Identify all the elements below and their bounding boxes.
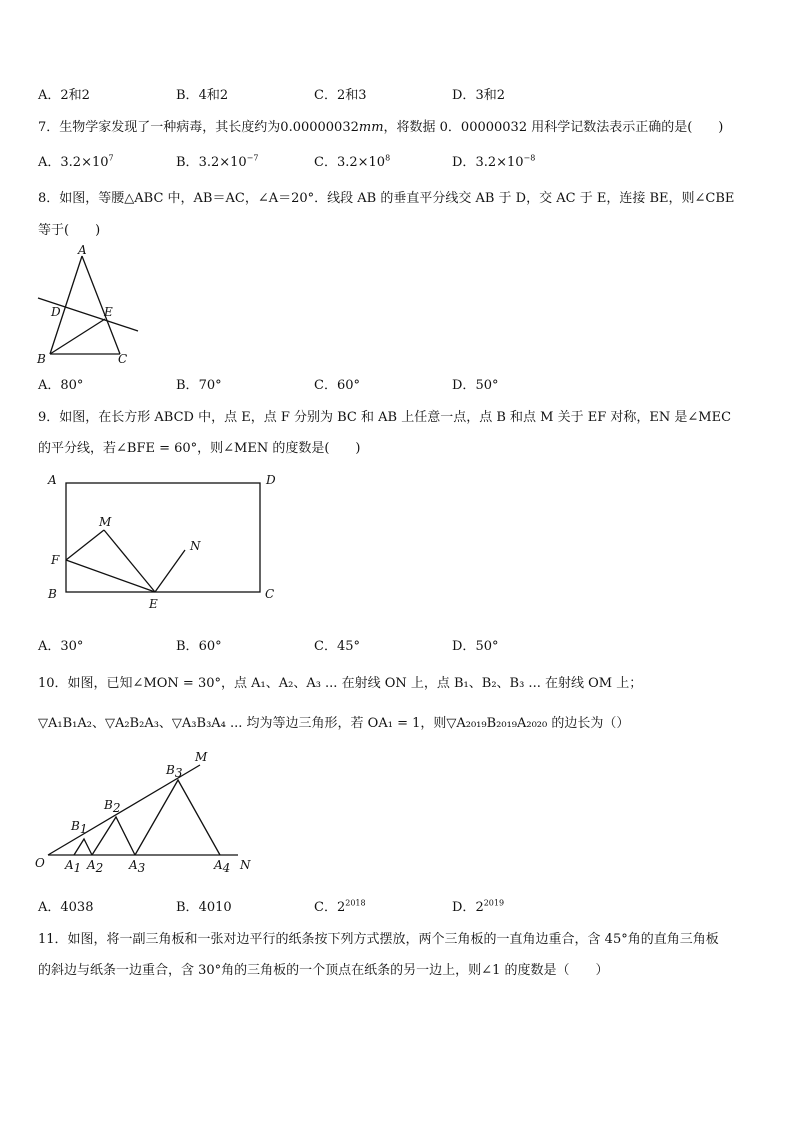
q9-label-b: B bbox=[48, 587, 57, 601]
q8-segment-be bbox=[50, 319, 105, 354]
q8-figure bbox=[30, 240, 160, 370]
q9-option-b: B．60° bbox=[176, 639, 222, 654]
q10-option-b: B．4010 bbox=[176, 900, 232, 915]
q9-label-m: M bbox=[99, 515, 112, 529]
q8-option-b: B．70° bbox=[176, 378, 222, 393]
q7-stem: 7．生物学家发现了一种病毒，其长度约为0.00000032mm，将数据 0．00000032 用科学记数法表示正确的是( ) bbox=[38, 120, 724, 135]
q10-stem-line1: 10．如图，已知∠MON = 30°，点 A₁、A₂、A₃ ... 在射线 ON 上，点 B₁、B₂、B₃ ... 在射线 OM 上； bbox=[38, 676, 643, 691]
q10-triangle-2 bbox=[92, 817, 135, 855]
q8-side-ac bbox=[82, 256, 120, 354]
q10-figure bbox=[34, 745, 274, 880]
q10-label-a4: A4 bbox=[214, 858, 231, 875]
q9-option-d: D．50° bbox=[452, 639, 499, 654]
q9-label-d: D bbox=[266, 473, 276, 487]
q9-option-a: A．30° bbox=[38, 639, 84, 654]
q7-option-a: A．$3.2\times 10^7$ bbox=[38, 153, 114, 170]
q9-label-c: C bbox=[265, 587, 275, 601]
q10-label-a2: A2 bbox=[87, 858, 104, 875]
q10-triangle-1 bbox=[74, 839, 92, 855]
q9-figure bbox=[40, 468, 290, 618]
q10-label-m: M bbox=[195, 750, 208, 764]
q10-label-b1: B1 bbox=[71, 819, 88, 836]
q10-option-c: C．$2^{2018}$ bbox=[314, 898, 366, 915]
q10-triangle-3 bbox=[135, 780, 220, 855]
q7-option-b: B．$3.2\times 10^{-7}$ bbox=[176, 153, 259, 170]
q8-option-a: A．80° bbox=[38, 378, 84, 393]
q9-stem-line1: 9．如图，在长方形 ABCD 中，点 E，点 F 分别为 BC 和 AB 上任意一点，点 B 和点 M 关于 EF 对称，EN 是∠MEC bbox=[38, 410, 732, 425]
q10-label-a3: A3 bbox=[129, 858, 146, 875]
q6-option-d: D．3和2 bbox=[452, 88, 505, 103]
q9-label-n: N bbox=[190, 539, 201, 553]
q8-label-d: D bbox=[51, 305, 61, 319]
q8-option-d: D．50° bbox=[452, 378, 499, 393]
q6-option-a: A．2和2 bbox=[38, 88, 90, 103]
q8-label-e: E bbox=[104, 305, 113, 319]
q9-segment-en bbox=[155, 550, 185, 592]
q9-option-c: C．45° bbox=[314, 639, 360, 654]
q8-label-b: B bbox=[37, 352, 46, 366]
q8-option-c: C．60° bbox=[314, 378, 360, 393]
q9-label-a: A bbox=[48, 473, 57, 487]
q10-label-o: O bbox=[35, 856, 45, 870]
q10-label-b2: B2 bbox=[104, 798, 121, 815]
q9-stem-line2: 的平分线，若∠BFE = 60°，则∠MEN 的度数是( ) bbox=[38, 441, 361, 456]
q10-option-d: D．$2^{2019}$ bbox=[452, 898, 505, 915]
q7-option-c: C．$3.2\times 10^8$ bbox=[314, 153, 391, 170]
q11-stem-line2: 的斜边与纸条一边重合，含 30°角的三角板的一个顶点在纸条的另一边上，则∠1 的度数是（ ） bbox=[38, 963, 609, 978]
q10-stem-line2: ▽A₁B₁A₂、▽A₂B₂A₃、▽A₃B₃A₄ ... 均为等边三角形，若 OA₁ = 1，则▽A₂₀₁₉B₂₀₁₉A₂₀₂₀ 的边长为（） bbox=[38, 716, 630, 731]
q11-stem-line1: 11．如图，将一副三角板和一张对边平行的纸条按下列方式摆放，两个三角板的一直角边重合，含 45°角的直角三角板 bbox=[38, 932, 719, 947]
q9-label-e: E bbox=[149, 597, 158, 611]
q8-stem-line2: 等于( ) bbox=[38, 223, 101, 238]
q8-label-c: C bbox=[118, 352, 128, 366]
q8-stem-line1: 8．如图，等腰△ABC 中，AB＝AC，∠A＝20°．线段 AB 的垂直平分线交 AB 于 D，交 AC 于 E，连接 BE，则∠CBE bbox=[38, 191, 735, 206]
q7-option-d: D．$3.2\times 10^{-8}$ bbox=[452, 153, 536, 170]
q10-label-n: N bbox=[240, 858, 251, 872]
q9-segment-fm bbox=[66, 530, 104, 560]
q8-label-a: A bbox=[78, 243, 87, 257]
q10-label-b3: B3 bbox=[166, 763, 183, 780]
q6-option-c: C．2和3 bbox=[314, 88, 367, 103]
q10-label-a1: A1 bbox=[65, 858, 82, 875]
q9-label-f: F bbox=[51, 553, 60, 567]
q10-option-a: A．4038 bbox=[38, 900, 94, 915]
q6-option-b: B．4和2 bbox=[176, 88, 229, 103]
